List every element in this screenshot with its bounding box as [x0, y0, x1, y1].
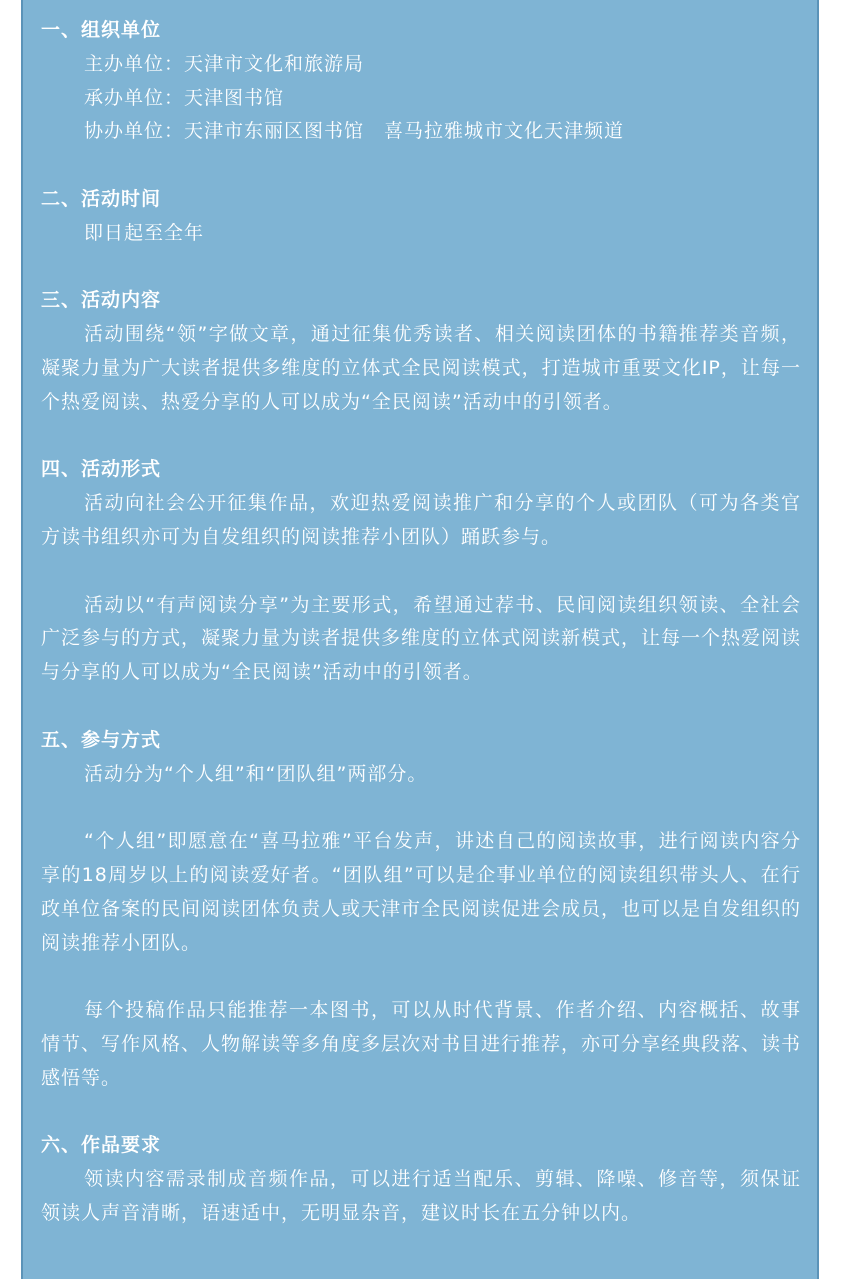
- co-organizer-secondary: 喜马拉雅城市文化天津频道: [384, 120, 625, 143]
- paragraph: 活动向社会公开征集作品，欢迎热爱阅读推广和分享的个人或团队（可为各类官方读书组织亦可为自发组织的阅读推荐小团队）踊跃参与。: [41, 492, 801, 548]
- section-heading: 二、活动时间: [41, 187, 162, 210]
- undertaking-organizer: 承办单位：天津图书馆: [84, 86, 285, 109]
- section-requirements: [41, 1129, 801, 1230]
- section-heading: 三、活动内容: [41, 289, 162, 312]
- paragraph: “个人组”即愿意在“喜马拉雅”平台发声，讲述自己的阅读故事，进行阅读内容分享的18周岁以上的阅读爱好者。“团队组”可以是企事业单位的阅读组织带头人、在行政单位备案的民间阅读团体负责人或天津市全民阅读促进会成员，也可以是自发组织的阅读推荐小团队。: [41, 830, 802, 954]
- section-heading: 一、组织单位: [41, 19, 162, 41]
- section-time: [41, 183, 801, 251]
- section-heading: 六、作品要求: [41, 1134, 162, 1157]
- host-organizer: 主办单位：天津市文化和旅游局: [84, 52, 365, 75]
- article-body: [41, 14, 801, 1231]
- content-panel: [21, 0, 819, 1279]
- paragraph: 领读内容需录制成音频作品，可以进行适当配乐、剪辑、降噪、修音等，须保证领读人声音清晰，语速适中，无明显杂音，建议时长在五分钟以内。: [41, 1168, 801, 1224]
- paragraph: 活动分为“个人组”和“团队组”两部分。: [84, 762, 428, 785]
- section-heading: 五、参与方式: [41, 728, 162, 751]
- paragraph: 活动围绕“领”字做文章，通过征集优秀读者、相关阅读团体的书籍推荐类音频，凝聚力量为广大读者提供多维度的立体式全民阅读模式，打造城市重要文化IP，让每一个热爱阅读、热爱分享的人可以成为“全民阅读”活动中的引领者。: [41, 323, 801, 413]
- section-content: [41, 284, 801, 419]
- section-format: [41, 453, 801, 690]
- section-organizers: [41, 14, 801, 149]
- paragraph: 每个投稿作品只能推荐一本图书，可以从时代背景、作者介绍、内容概括、故事情节、写作风格、人物解读等多角度多层次对书目进行推荐，亦可分享经典段落、读书感悟等。: [41, 999, 802, 1089]
- paragraph: 活动以“有声阅读分享”为主要形式，希望通过荐书、民间阅读组织领读、全社会广泛参与的方式，凝聚力量为读者提供多维度的立体式阅读新模式，让每一个热爱阅读与分享的人可以成为“全民阅读”活动中的引领者。: [41, 593, 802, 684]
- activity-time: 即日起至全年: [84, 221, 205, 244]
- co-organizers: [41, 115, 801, 149]
- co-organizer-primary: 协办单位：天津市东丽区图书馆: [84, 120, 365, 143]
- section-heading: 四、活动形式: [41, 458, 162, 481]
- section-participation: [41, 724, 801, 1096]
